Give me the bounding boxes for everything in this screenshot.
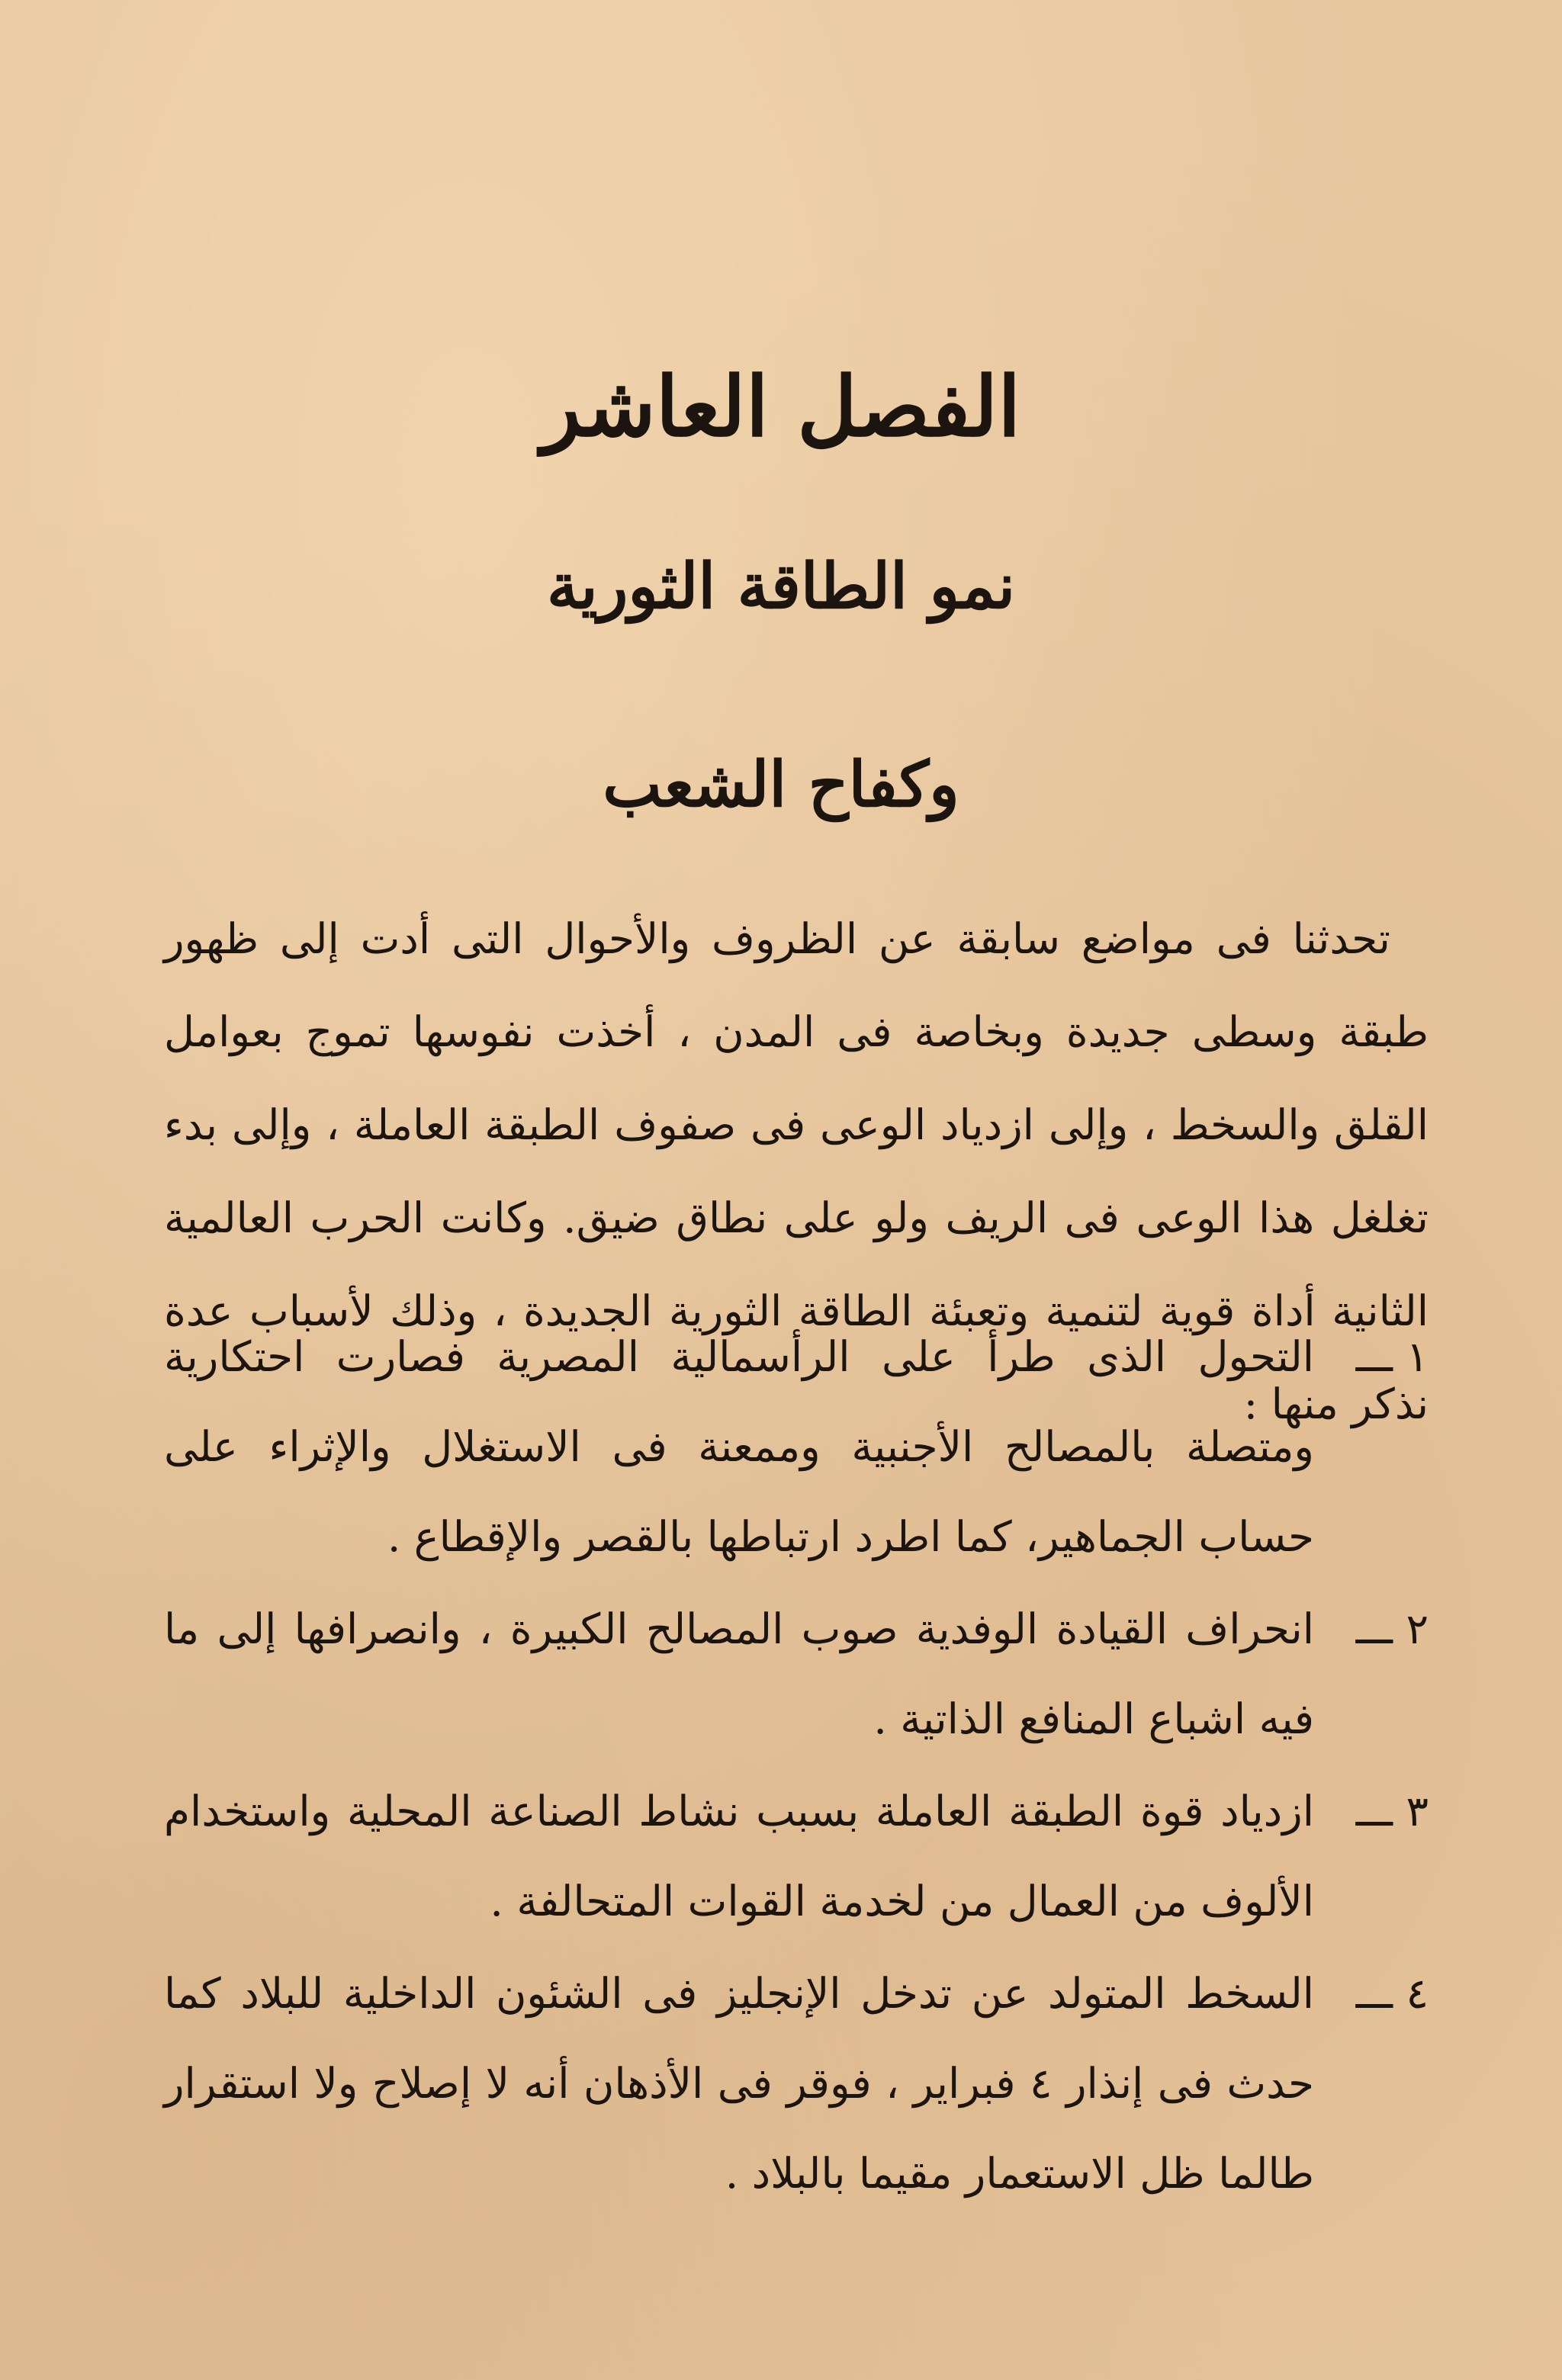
list-item-number: ٤ ـــ	[1355, 1969, 1429, 2018]
list-item-text: انحراف القيادة الوفدية صوب المصالح الكبيرة ، وانصرافها إلى ما فيه اشباع المنافع الذاتية .	[164, 1604, 1314, 1743]
intro-paragraph: تحدثنا فى مواضع سابقة عن الظروف والأحوال التى أدت إلى ظهور طبقة وسطى جديدة وبخاصة فى المدن ، أخذت نفوسها تموج بعوامل القلق والسخط ، وإلى ازدياد الوعى فى صفوف الطبقة العاملة ، وإلى بدء تغلغل هذا الوعى فى الريف ولو على نطاق ضيق. وكانت الحرب العالمية الثانية أداة قوية لتنمية وتعبئة الطاقة الثورية الجديدة ، وذلك لأسباب عدة نذكر منها :	[164, 914, 1429, 1428]
chapter-title: الفصل العاشر	[541, 359, 1021, 455]
chapter-subtitle-line-1: نمو الطاقة الثورية	[546, 550, 1016, 623]
reasons-list	[164, 1312, 1429, 2218]
list-item-number: ٢ ـــ	[1355, 1604, 1429, 1653]
list-item-text: السخط المتولد عن تدخل الإنجليز فى الشئون الداخلية للبلاد كما حدث فى إنذار ٤ فبراير ، فوقر فى الأذهان أنه لا إصلاح ولا استقرار طالما ظل الاستعمار مقيما بالبلاد .	[164, 1969, 1315, 2198]
list-item	[164, 1766, 1429, 1946]
list-item	[164, 1584, 1429, 1764]
list-item-text: التحول الذى طرأ على الرأسمالية المصرية فصارت احتكارية ومتصلة بالمصالح الأجنبية وممعنة فى الاستغلال والإثراء على حساب الجماهير، كما اطرد ارتباطها بالقصر والإقطاع .	[164, 1332, 1314, 1561]
list-item	[164, 1312, 1429, 1582]
chapter-subtitle-line-2: وكفاح الشعب	[603, 748, 959, 821]
list-item-number: ٣ ـــ	[1355, 1787, 1429, 1836]
list-item-number: ١ ـــ	[1355, 1332, 1429, 1381]
list-item	[164, 1948, 1429, 2218]
list-item-text: ازدياد قوة الطبقة العاملة بسبب نشاط الصناعة المحلية واستخدام الألوف من العمال من لخدمة القوات المتحالفة .	[164, 1787, 1314, 1926]
